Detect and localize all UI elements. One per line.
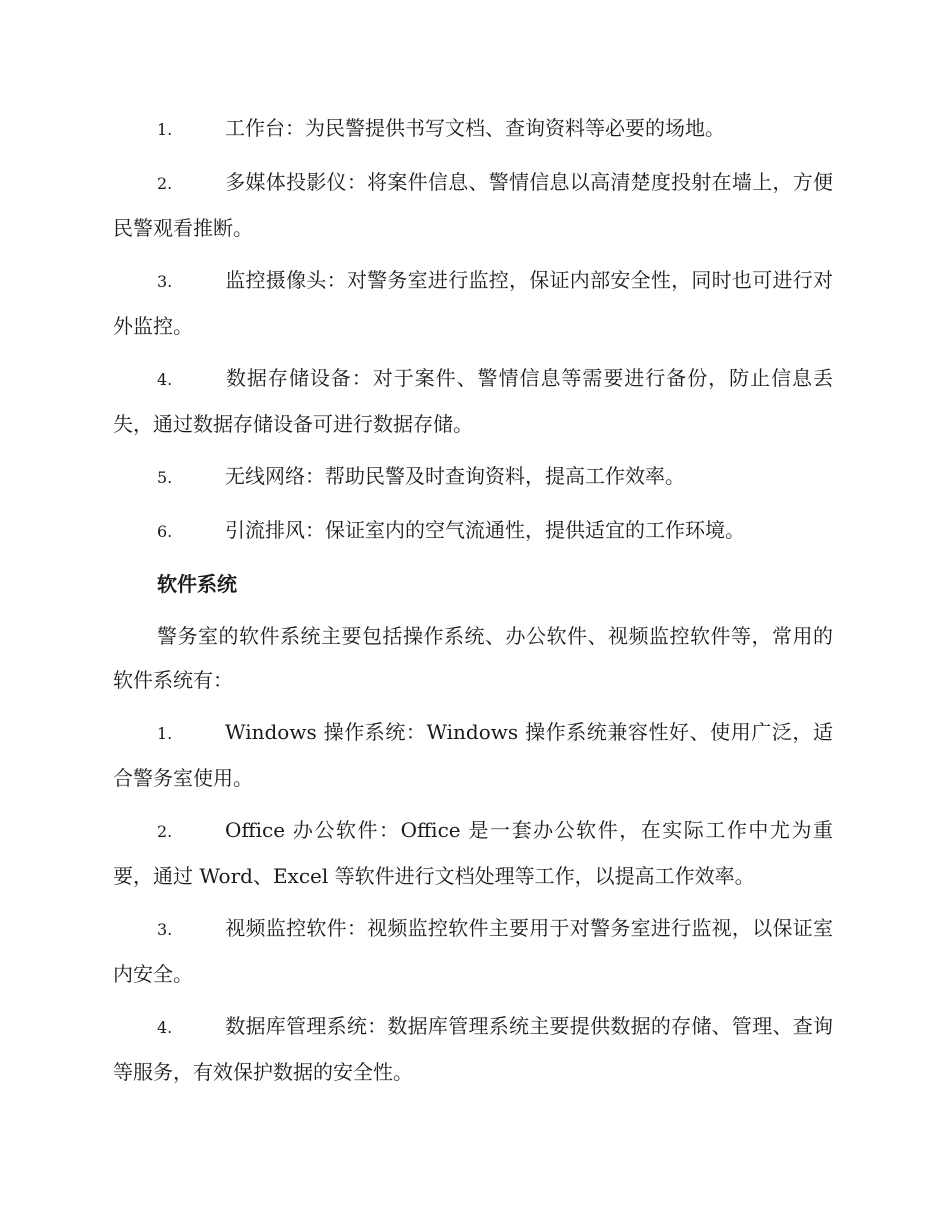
list-text: 数据存储设备：对于案件、警情信息等需要进行备份，防止信息丢失，通过数据存储设备可进行数据存储。: [113, 366, 833, 436]
hardware-list-item: [113, 258, 833, 348]
section-heading: 软件系统: [157, 572, 237, 596]
list-text: Windows 操作系统：Windows 操作系统兼容性好、使用广泛，适合警务室使用。: [113, 720, 833, 790]
list-number: 4.: [157, 370, 173, 389]
section-intro-paragraph: 警务室的软件系统主要包括操作系统、办公软件、视频监控软件等，常用的软件系统有：: [113, 624, 833, 692]
hardware-list-item: [113, 454, 833, 500]
list-text: 数据库管理系统：数据库管理系统主要提供数据的存储、管理、查询等服务，有效保护数据的安全性。: [113, 1014, 833, 1084]
list-number: 2.: [157, 174, 173, 193]
software-list-item: [113, 1004, 833, 1094]
list-number: 4.: [157, 1018, 173, 1037]
hardware-list-item: [113, 106, 833, 152]
list-text: 监控摄像头：对警务室进行监控，保证内部安全性，同时也可进行对外监控。: [113, 268, 833, 338]
list-number: 6.: [157, 522, 173, 541]
list-text: 无线网络：帮助民警及时查询资料，提高工作效率。: [225, 464, 685, 488]
list-text: 多媒体投影仪：将案件信息、警情信息以高清楚度投射在墙上，方便民警观看推断。: [113, 170, 833, 240]
list-text: 引流排风：保证室内的空气流通性，提供适宜的工作环境。: [225, 518, 745, 542]
list-number: 1.: [157, 120, 173, 139]
list-number: 5.: [157, 468, 173, 487]
list-number: 2.: [157, 822, 173, 841]
document-body: [113, 106, 833, 1102]
list-text: 视频监控软件：视频监控软件主要用于对警务室进行监视，以保证室内安全。: [113, 916, 833, 986]
software-list-item: [113, 808, 833, 898]
list-text: Office 办公软件：Office 是一套办公软件，在实际工作中尤为重要，通过 Word、Excel 等软件进行文档处理等工作，以提高工作效率。: [113, 818, 833, 888]
list-number: 3.: [157, 920, 173, 939]
software-list-item: [113, 710, 833, 800]
hardware-list-item: [113, 356, 833, 446]
list-number: 3.: [157, 272, 173, 291]
hardware-list-item: [113, 508, 833, 554]
list-text: 工作台：为民警提供书写文档、查询资料等必要的场地。: [225, 116, 725, 140]
hardware-list-item: [113, 160, 833, 250]
software-list-item: [113, 906, 833, 996]
list-number: 1.: [157, 724, 173, 743]
